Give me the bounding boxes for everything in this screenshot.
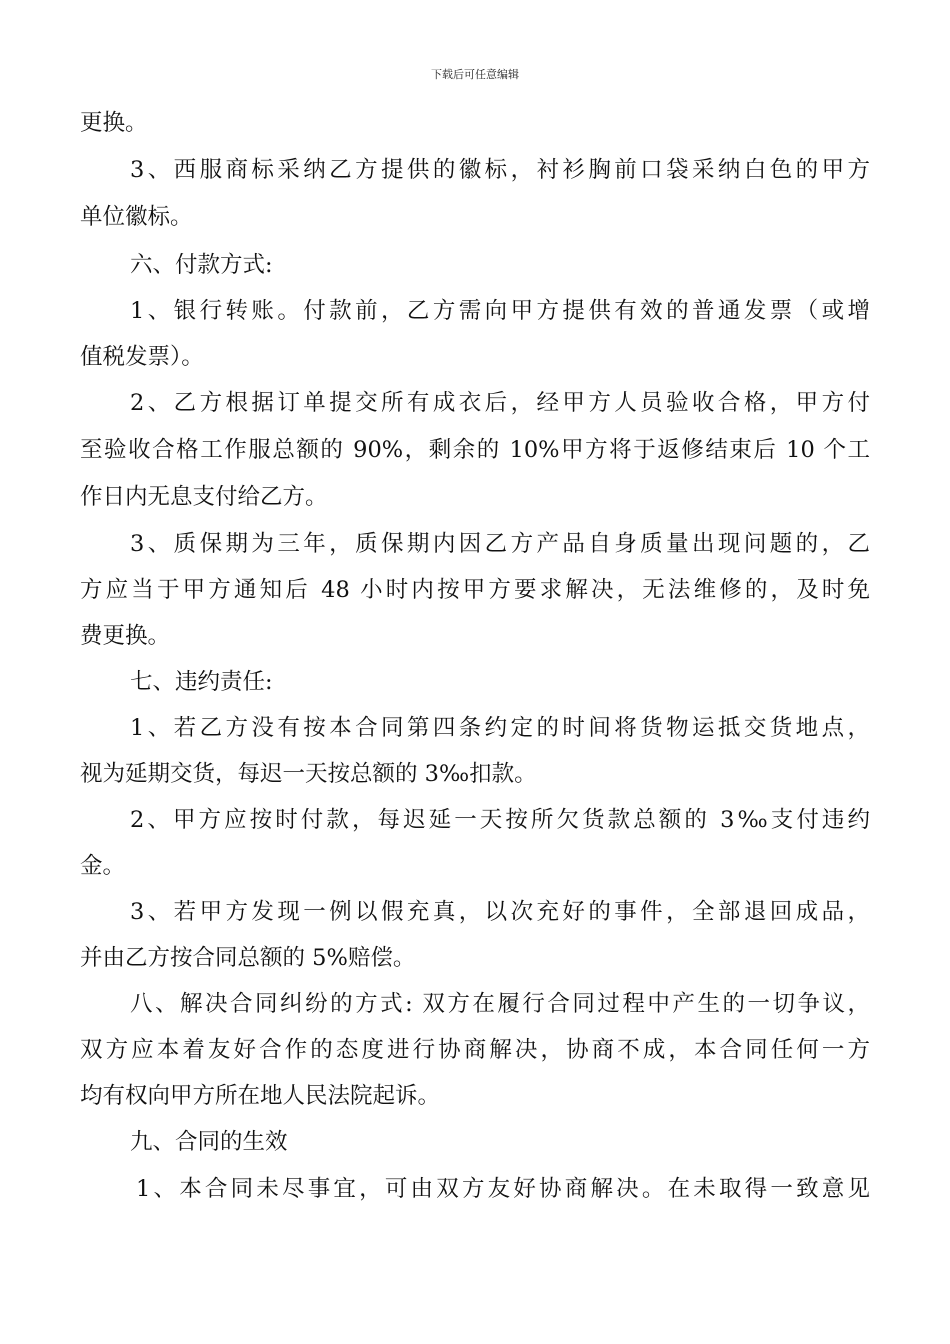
- paragraph-line: 1、本合同未尽事宜，可由双方友好协商解决。在未取得一致意见: [136, 1176, 870, 1202]
- paragraph-line: 更换。: [80, 110, 148, 136]
- paragraph-line: 作日内无息支付给乙方。: [80, 484, 328, 510]
- page-header: 下载后可任意编辑: [431, 68, 519, 81]
- section-heading: 六、付款方式:: [130, 252, 273, 278]
- paragraph-line: 3、质保期为三年，质保期内因乙方产品自身质量出现问题的，乙: [130, 531, 870, 557]
- paragraph-line: 单位徽标。: [80, 204, 193, 230]
- paragraph-line: 视为延期交货，每迟一天按总额的 3‰扣款。: [80, 761, 537, 787]
- section-heading: 八、解决合同纠纷的方式: 双方在履行合同过程中产生的一切争议，: [130, 991, 870, 1017]
- paragraph-line: 1、若乙方没有按本合同第四条约定的时间将货物运抵交货地点，: [130, 715, 870, 741]
- paragraph-line: 金。: [80, 853, 126, 879]
- section-heading: 七、违约责任:: [130, 669, 273, 695]
- paragraph-line: 3、西服商标采纳乙方提供的徽标，衬衫胸前口袋采纳白色的甲方: [130, 157, 870, 183]
- paragraph-line: 1、银行转账。付款前，乙方需向甲方提供有效的普通发票（或增: [130, 298, 870, 324]
- paragraph-line: 并由乙方按合同总额的 5%赔偿。: [80, 945, 416, 971]
- paragraph-line: 值税发票）。: [80, 344, 204, 370]
- paragraph-line: 方应当于甲方通知后 48 小时内按甲方要求解决，无法维修的，及时免: [80, 577, 870, 603]
- paragraph-line: 双方应本着友好合作的态度进行协商解决，协商不成，本合同任何一方: [80, 1037, 870, 1063]
- paragraph-line: 3、若甲方发现一例以假充真，以次充好的事件，全部退回成品，: [130, 899, 870, 925]
- paragraph-line: 2、甲方应按时付款，每迟延一天按所欠货款总额的 3‰支付违约: [130, 807, 870, 833]
- paragraph-line: 2、乙方根据订单提交所有成衣后，经甲方人员验收合格，甲方付: [130, 390, 870, 416]
- section-heading: 九、合同的生效: [130, 1129, 288, 1155]
- paragraph-line: 均有权向甲方所在地人民法院起诉。: [80, 1083, 441, 1109]
- paragraph-line: 至验收合格工作服总额的 90%，剩余的 10%甲方将于返修结束后 10 个工: [80, 437, 870, 463]
- paragraph-line: 费更换。: [80, 623, 171, 649]
